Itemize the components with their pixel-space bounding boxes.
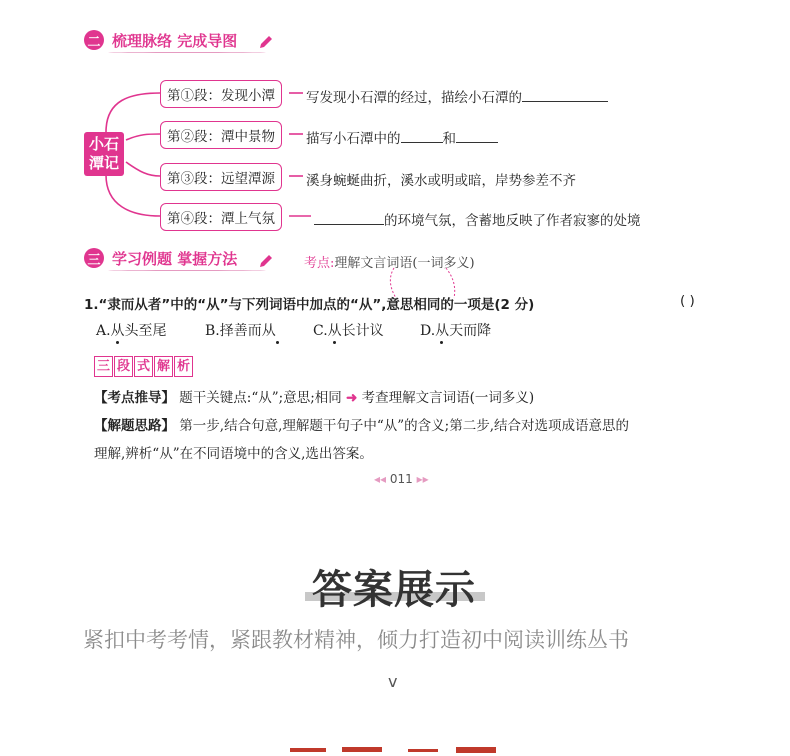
- fill-blank[interactable]: [314, 224, 384, 225]
- desc-text: 描写小石潭中的: [306, 131, 401, 147]
- option-a[interactable]: A.从头至尾: [96, 323, 167, 339]
- solution-approach-continued: 理解,辨析“从”在不同语境中的含义,选出答案。: [94, 446, 373, 462]
- section-title: 学习例题 掌握方法: [112, 250, 238, 268]
- fill-blank[interactable]: [522, 101, 608, 102]
- emphasis-dot: [116, 341, 119, 344]
- arrow-right-icon: ➜: [346, 390, 358, 406]
- answer-section-title: 答案展示: [312, 567, 476, 613]
- kaodian-derivation-result: 考查理解文言词语(一词多义): [361, 390, 535, 406]
- fill-blank[interactable]: [401, 142, 443, 143]
- mindmap-node: 第①段：发现小潭: [160, 80, 282, 108]
- section-underline: [108, 270, 266, 271]
- mindmap-root: [84, 132, 124, 176]
- question-text: 1.“隶而从者”中的“从”与下列词语中加点的“从”,意思相同的一项是(2 分): [84, 297, 535, 313]
- section-number-badge: 二: [84, 30, 104, 50]
- section-title: 梳理脉络 完成导图: [112, 32, 238, 50]
- answer-section-subtitle: 紧扣中考考情，紧跟教材精神，倾力打造初中阅读训练丛书: [83, 628, 629, 652]
- kaodian-derivation-text: 题干关键点:“从”;意思;相同: [179, 390, 342, 406]
- emphasis-dot: [440, 341, 443, 344]
- page-ornament-right: ▸▸: [416, 472, 429, 486]
- chevron-down-icon[interactable]: v: [388, 672, 398, 691]
- mindmap-node-desc: [306, 86, 608, 106]
- emphasis-dot: [333, 341, 336, 344]
- tag-char: 段: [114, 356, 133, 377]
- option-d[interactable]: D.从天而降: [420, 323, 492, 339]
- solution-approach: [94, 412, 629, 440]
- tag-char: 三: [94, 356, 113, 377]
- kaodian-label: 考点:: [304, 256, 335, 271]
- option-c[interactable]: C.从长计议: [313, 323, 384, 339]
- kaodian-derivation-label: 【考点推导】: [94, 390, 175, 406]
- kaodian-derivation: [94, 384, 534, 412]
- tag-char: 式: [134, 356, 153, 377]
- mindmap-node: 第②段：潭中景物: [160, 121, 282, 149]
- tag-char: 解: [154, 356, 173, 377]
- page-number-text: 011: [389, 472, 413, 486]
- mindmap-node-desc: 溪身蜿蜒曲折，溪水或明或暗，岸势参差不齐: [306, 173, 576, 189]
- mindmap-node: 第④段：潭上气氛: [160, 203, 282, 231]
- pen-icon: [258, 253, 274, 269]
- page-number: [374, 472, 429, 486]
- mindmap-node-desc: [306, 127, 498, 147]
- section-number-badge: 三: [84, 248, 104, 268]
- mindmap-node: 第③段：远望潭源: [160, 163, 282, 191]
- tag-char: 析: [174, 356, 193, 377]
- fill-blank[interactable]: [456, 142, 498, 143]
- solution-approach-label: 【解题思路】: [94, 418, 175, 434]
- emphasis-dot: [276, 341, 279, 344]
- desc-text: 的环境气氛，含蓄地反映了作者寂寥的处境: [384, 213, 641, 229]
- analysis-tag: [94, 356, 194, 377]
- mindmap-root-line: 小石: [88, 135, 119, 153]
- mindmap-node-desc: [314, 209, 641, 229]
- next-section-heading-partial: [290, 745, 510, 756]
- desc-text: 和: [442, 131, 456, 147]
- solution-approach-text: 第一步,结合句意,理解题干句子中“从”的含义;第二步,结合对选项成语意思的: [179, 418, 630, 434]
- answer-paren[interactable]: ( ): [680, 293, 695, 309]
- mindmap-root-line: 潭记: [88, 154, 119, 172]
- desc-text: 写发现小石潭的经过，描绘小石潭的: [306, 90, 522, 106]
- option-b[interactable]: B.择善而从: [205, 323, 276, 339]
- kaodian-text: 理解文言词语(一词多义): [334, 256, 475, 271]
- page-ornament-left: ◂◂: [374, 472, 387, 486]
